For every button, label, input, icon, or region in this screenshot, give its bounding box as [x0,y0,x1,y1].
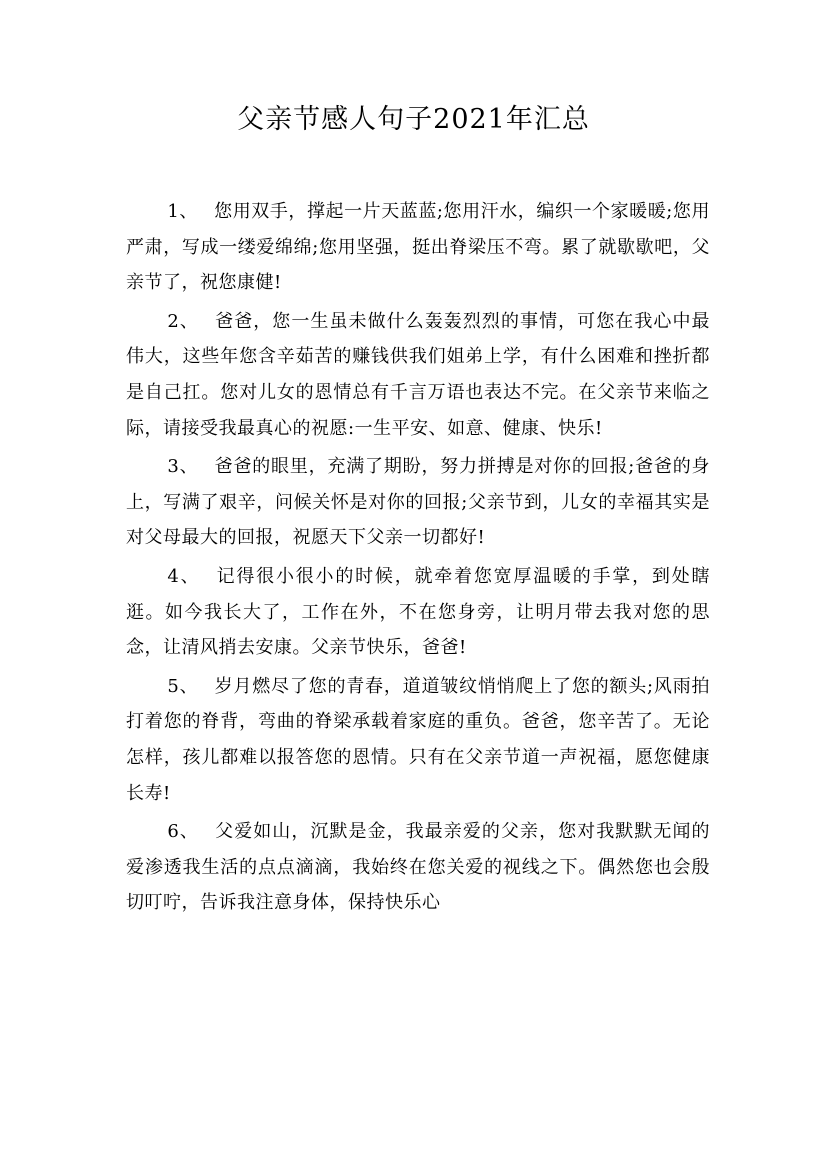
paragraph-text: 您用双手，撑起一片天蓝蓝;您用汗水，编织一个家暖暖;您用严肃，写成一缕爱绵绵;您用坚强，挺出脊梁压不弯。累了就歇歇吧，父亲节了，祝您康健! [126,201,710,294]
paragraph-number: 6、 [167,821,199,843]
paragraph-5 [126,669,710,811]
paragraph-number: 2、 [167,310,199,332]
paragraph-number: 4、 [167,565,201,587]
paragraph-6 [126,814,710,921]
paragraph-text: 父爱如山，沉默是金，我最亲爱的父亲，您对我默默无闻的爱渗透我生活的点点滴滴，我始终在您关爱的视线之下。偶然您也会殷切叮咛，告诉我注意身体，保持快乐心 [126,821,710,914]
paragraph-number: 1、 [167,201,198,222]
paragraph-text: 爸爸的眼里，充满了期盼，努力拼搏是对你的回报;爸爸的身上，写满了艰辛，问候关怀是对你的回报;父亲节到，儿女的幸福其实是对父母最大的回报，祝愿天下父亲一切都好! [126,456,711,549]
paragraph-number: 5、 [167,675,199,697]
paragraph-text: 爸爸，您一生虽未做什么轰轰烈烈的事情，可您在我心中最伟大，这些年您含辛茹苦的赚钱供我们姐弟上学，有什么困难和挫折都是自己扛。您对儿女的恩情总有千言万语也表达不完。在父亲节来临之际，请接受我最真心的祝愿:一生平安、如意、健康、快乐! [126,310,710,439]
paragraph-number: 3、 [167,456,199,478]
paragraph-3 [126,449,710,556]
paragraph-4 [126,559,710,666]
document-title: 父亲节感人句子2021年汇总 [237,104,590,135]
paragraph-text: 记得很小很小的时候，就牵着您宽厚温暖的手掌，到处瞎逛。如今我长大了，工作在外，不在您身旁，让明月带去我对您的思念，让清风捎去安康。父亲节快乐，爸爸! [126,565,711,659]
paragraph-1 [126,194,710,301]
document-body [126,194,710,924]
paragraph-2 [126,304,710,446]
paragraph-text: 岁月燃尽了您的青春，道道皱纹悄悄爬上了您的额头;风雨拍打着您的脊背，弯曲的脊梁承载着家庭的重负。爸爸，您辛苦了。无论怎样，孩儿都难以报答您的恩情。只有在父亲节道一声祝福，愿您健康长寿! [126,675,711,804]
